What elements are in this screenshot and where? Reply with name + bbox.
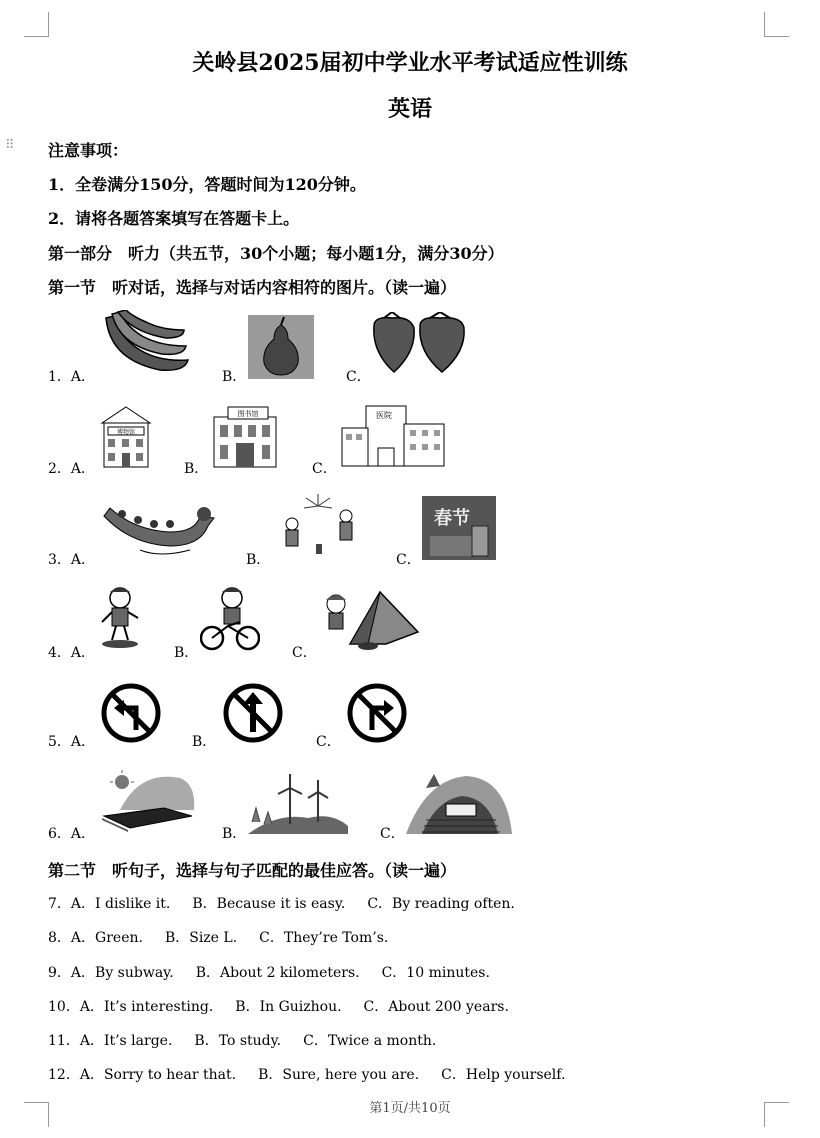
camping-tent-image bbox=[320, 586, 420, 654]
hydropower-dam-image bbox=[406, 770, 512, 834]
skateboard-boy-image bbox=[98, 586, 144, 650]
q4-label-a: 4．A． bbox=[48, 645, 96, 661]
notice-heading: 注意事项： bbox=[48, 141, 129, 160]
option-a[interactable]: A．Green. bbox=[70, 930, 143, 946]
q1-label-c: C． bbox=[346, 369, 371, 385]
museum-image bbox=[100, 405, 152, 469]
hospital-sign: 医院 bbox=[376, 411, 392, 420]
cycling-boy-image bbox=[200, 586, 260, 652]
question-number: 9． bbox=[48, 965, 71, 981]
library-sign: 图书馆 bbox=[237, 410, 259, 418]
pear-image bbox=[248, 315, 314, 379]
q3-label-b: B． bbox=[246, 552, 271, 568]
option-b[interactable]: B．Size L. bbox=[164, 930, 238, 946]
page-title: 关岭县2025届初中学业水平考试适应性训练 bbox=[192, 50, 628, 76]
wind-turbine-image bbox=[248, 772, 348, 834]
q5-label-b: B． bbox=[192, 734, 217, 750]
crop-mark-top-right bbox=[764, 12, 789, 37]
option-b[interactable]: B．About 2 kilometers. bbox=[195, 965, 360, 981]
option-b[interactable]: B．Sure, here you are. bbox=[258, 1067, 420, 1083]
question-number: 11． bbox=[48, 1033, 80, 1049]
question-12 bbox=[48, 1064, 587, 1084]
q2-label-c: C． bbox=[312, 461, 337, 477]
no-right-turn-sign bbox=[346, 682, 408, 744]
spring-festival-sign: 春节 bbox=[434, 508, 470, 529]
library-image bbox=[210, 403, 280, 469]
question-11 bbox=[48, 1030, 458, 1050]
option-a[interactable]: A．By subway. bbox=[70, 965, 174, 981]
option-c[interactable]: C．By reading often. bbox=[367, 896, 515, 912]
q6-label-c: C． bbox=[380, 826, 405, 842]
part-one-heading: 第一部分 听力（共五节，30个小题；每小题1分，满分30分） bbox=[48, 244, 504, 263]
option-b[interactable]: B．Because it is easy. bbox=[192, 896, 346, 912]
option-c[interactable]: C．Twice a month. bbox=[303, 1033, 437, 1049]
subject-title: 英语 bbox=[387, 96, 432, 122]
q4-label-b: B． bbox=[174, 645, 199, 661]
option-a[interactable]: A．It’s large. bbox=[79, 1033, 173, 1049]
option-a[interactable]: A．It’s interesting. bbox=[79, 999, 214, 1015]
no-left-turn-sign bbox=[100, 682, 162, 744]
section-two-heading: 第二节 听句子，选择与句子匹配的最佳应答。（读一遍） bbox=[48, 861, 457, 880]
spring-festival-image bbox=[422, 496, 496, 560]
notice-item-2: 2．请将各题答案填写在答题卡上。 bbox=[48, 209, 300, 228]
no-straight-sign bbox=[222, 682, 284, 744]
option-c[interactable]: C．Help yourself. bbox=[441, 1067, 566, 1083]
q5-label-a: 5．A． bbox=[48, 734, 96, 750]
dragon-boat-image bbox=[100, 496, 216, 558]
option-c[interactable]: C．10 minutes. bbox=[381, 965, 490, 981]
drag-handle-icon[interactable]: ⠿ bbox=[5, 138, 13, 153]
q6-label-a: 6．A． bbox=[48, 826, 96, 842]
q1-label-b: B． bbox=[222, 369, 247, 385]
q1-label-a: 1．A． bbox=[48, 369, 96, 385]
bananas-image bbox=[100, 310, 192, 378]
strawberries-image bbox=[370, 312, 468, 376]
option-a[interactable]: A．I dislike it. bbox=[70, 896, 171, 912]
q2-label-a: 2．A． bbox=[48, 461, 96, 477]
q6-label-b: B． bbox=[222, 826, 247, 842]
option-c[interactable]: C．They’re Tom’s. bbox=[259, 930, 389, 946]
question-10 bbox=[48, 996, 531, 1016]
crop-mark-top-left bbox=[24, 12, 49, 37]
question-7 bbox=[48, 893, 537, 913]
question-number: 10． bbox=[48, 999, 80, 1015]
museum-sign: 博物馆 bbox=[116, 429, 136, 436]
option-c[interactable]: C．About 200 years. bbox=[363, 999, 509, 1015]
question-number: 8． bbox=[48, 930, 71, 946]
page-footer: 第1页/共10页 bbox=[369, 1101, 451, 1116]
question-number: 12． bbox=[48, 1067, 80, 1083]
fireworks-children-image bbox=[272, 492, 364, 560]
notice-item-1: 1．全卷满分150分，答题时间为120分钟。 bbox=[48, 175, 366, 194]
option-b[interactable]: B．To study. bbox=[194, 1033, 282, 1049]
q3-label-c: C． bbox=[396, 552, 421, 568]
q4-label-c: C． bbox=[292, 645, 317, 661]
option-b[interactable]: B．In Guizhou. bbox=[235, 999, 342, 1015]
question-number: 7． bbox=[48, 896, 71, 912]
question-8 bbox=[48, 927, 410, 947]
solar-panel-image bbox=[100, 770, 196, 832]
section-one-heading: 第一节 听对话，选择与对话内容相符的图片。（读一遍） bbox=[48, 278, 457, 297]
question-9 bbox=[48, 962, 512, 982]
q2-label-b: B． bbox=[184, 461, 209, 477]
q3-label-a: 3．A． bbox=[48, 552, 96, 568]
q5-label-c: C． bbox=[316, 734, 341, 750]
hospital-image bbox=[340, 404, 446, 468]
option-a[interactable]: A．Sorry to hear that. bbox=[79, 1067, 237, 1083]
